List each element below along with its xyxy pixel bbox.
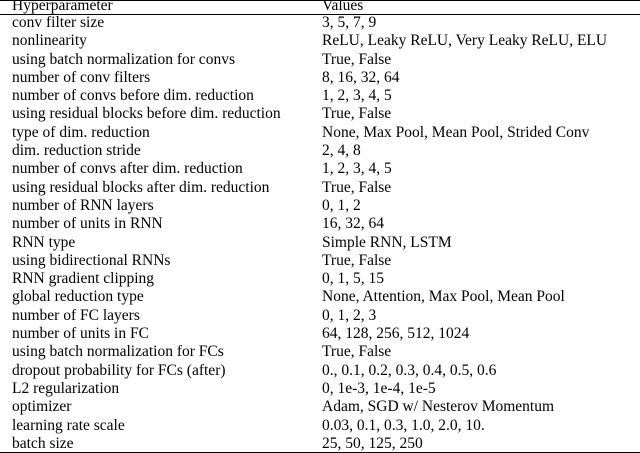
hyperparameter-cell: using residual blocks before dim. reduction	[12, 105, 281, 123]
hyperparameter-cell: using bidirectional RNNs	[12, 251, 171, 269]
values-cell: ReLU, Leaky ReLU, Very Leaky ReLU, ELU	[322, 32, 608, 50]
table-row	[0, 14, 640, 32]
values-cell: None, Max Pool, Mean Pool, Strided Conv	[322, 123, 590, 141]
table-header	[0, 0, 640, 14]
hyperparameter-cell: number of units in FC	[12, 325, 149, 343]
table-row	[0, 32, 640, 50]
values-cell: 0, 1, 2, 3	[322, 306, 377, 324]
hyperparameter-cell: learning rate scale	[12, 416, 125, 434]
hyperparameter-cell: using batch normalization for convs	[12, 50, 235, 68]
table-row	[0, 197, 640, 215]
values-cell: 3, 5, 7, 9	[322, 14, 377, 31]
values-cell: True, False	[322, 343, 392, 361]
values-cell: 0, 1, 5, 15	[322, 270, 384, 288]
hyperparameter-cell: number of FC layers	[12, 306, 140, 324]
hyperparameter-cell: number of conv filters	[12, 68, 151, 86]
table-row	[0, 398, 640, 416]
hyperparameter-cell: number of convs before dim. reduction	[12, 87, 254, 105]
table-row	[0, 69, 640, 87]
table-row	[0, 270, 640, 288]
table-row	[0, 160, 640, 178]
table-row	[0, 51, 640, 69]
hyperparameter-cell: optimizer	[12, 398, 72, 416]
table-row	[0, 252, 640, 270]
hyperparameter-cell: using residual blocks after dim. reduction	[12, 178, 270, 196]
hyperparameter-cell: type of dim. reduction	[12, 123, 150, 141]
table-row	[0, 362, 640, 380]
hyperparameter-cell: nonlinearity	[12, 32, 87, 50]
table-row	[0, 215, 640, 233]
values-cell: 1, 2, 3, 4, 5	[322, 160, 392, 178]
table-row	[0, 124, 640, 142]
table-row	[0, 87, 640, 105]
values-cell: None, Attention, Max Pool, Mean Pool	[322, 288, 565, 306]
hyperparameter-cell: RNN gradient clipping	[12, 270, 155, 288]
hyperparameter-cell: global reduction type	[12, 288, 144, 306]
hyperparameter-cell: L2 regularization	[12, 379, 120, 397]
table-row	[0, 234, 640, 252]
hyperparameter-cell: dropout probability for FCs (after)	[12, 361, 226, 379]
table-body	[0, 14, 640, 453]
values-cell: 64, 128, 256, 512, 1024	[322, 325, 470, 343]
table-row	[0, 417, 640, 435]
table-row	[0, 288, 640, 306]
values-cell: 25, 50, 125, 250	[322, 434, 423, 452]
header-hyperparameter: Hyperparameter	[12, 0, 113, 14]
values-cell: True, False	[322, 251, 392, 269]
table-row	[0, 142, 640, 160]
values-cell: 16, 32, 64	[322, 215, 384, 233]
table-row	[0, 343, 640, 361]
table-row	[0, 435, 640, 453]
hyperparameter-cell: using batch normalization for FCs	[12, 343, 224, 361]
table-row	[0, 179, 640, 197]
hyperparameter-cell: number of RNN layers	[12, 196, 154, 214]
hyperparameter-cell: number of convs after dim. reduction	[12, 160, 243, 178]
values-cell: 2, 4, 8	[322, 142, 361, 160]
hyperparameter-cell: batch size	[12, 434, 74, 452]
table-row	[0, 380, 640, 398]
values-cell: 0, 1e-3, 1e-4, 1e-5	[322, 379, 436, 397]
values-cell: 8, 16, 32, 64	[322, 68, 400, 86]
values-cell: 0, 1, 2	[322, 196, 361, 214]
hyperparameter-cell: conv filter size	[12, 14, 105, 31]
values-cell: True, False	[322, 105, 392, 123]
values-cell: True, False	[322, 178, 392, 196]
table-row	[0, 105, 640, 123]
table-row	[0, 307, 640, 325]
hyperparameter-cell: number of units in RNN	[12, 215, 163, 233]
values-cell: 0., 0.1, 0.2, 0.3, 0.4, 0.5, 0.6	[322, 361, 497, 379]
values-cell: True, False	[322, 50, 392, 68]
values-cell: 0.03, 0.1, 0.3, 1.0, 2.0, 10.	[322, 416, 485, 434]
values-cell: Adam, SGD w/ Nesterov Momentum	[322, 398, 555, 416]
values-cell: Simple RNN, LSTM	[322, 233, 452, 251]
hyperparameter-cell: RNN type	[12, 233, 76, 251]
hyperparameter-cell: dim. reduction stride	[12, 142, 141, 160]
header-values: Values	[322, 0, 364, 14]
values-cell: 1, 2, 3, 4, 5	[322, 87, 392, 105]
table-row	[0, 325, 640, 343]
